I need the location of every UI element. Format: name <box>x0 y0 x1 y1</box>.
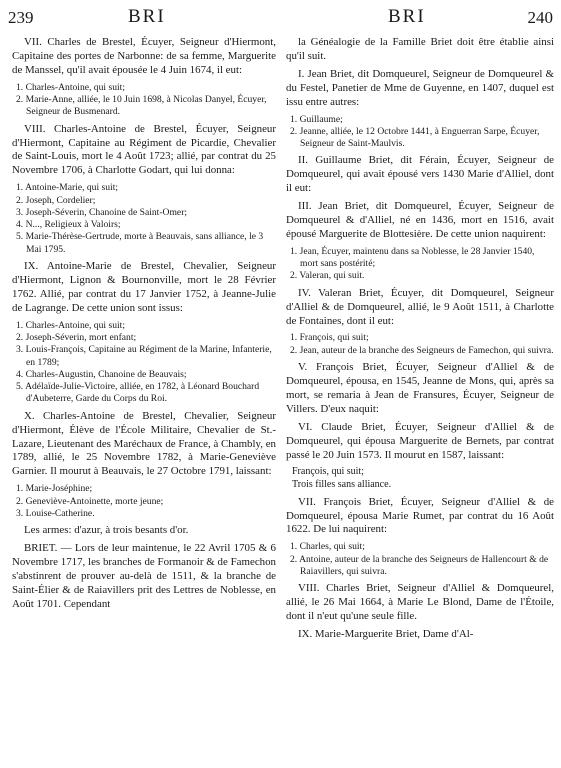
children-list-x <box>12 483 276 520</box>
list-item: 2. Joseph, Cordelier; <box>16 194 96 206</box>
list-item: 4. N..., Religieux à Valoirs; <box>16 219 121 231</box>
list-item: 2. Antoine, auteur de la branche des Seigneurs de Hallencourt & de Raiavillers, qui suivra. <box>290 553 549 577</box>
entry-i-jean-briet: I. Jean Briet, dit Domqueurel, Seigneur de Domqueurel & du Festel, Panetier de Mme de Guyenne, en 1407, duquel est issu entre autres: <box>286 67 554 108</box>
list-item: 3. Louise-Catherine. <box>16 507 95 519</box>
list-item: 2. Joseph-Séverin, mort enfant; <box>16 331 137 343</box>
list-item: 5. Marie-Thérèse-Gertrude, morte à Beauvais, sans alliance, le 3 Mai 1795. <box>16 231 264 255</box>
children-list-vii <box>12 82 276 119</box>
children-list-vii-right <box>286 541 554 578</box>
entry-x-charles-antoine: X. Charles-Antoine de Brestel, Chevalier, Seigneur d'Hiermont, Élève de l'École Militaire, Chevalier de St.-Lazare, Lieutenant des Maréchaux de France, à Chambly, en 1789, allié, le 25 Novembre 1782, à Marie-Geneviève Garnier. Il mourut à Beauvais, le 27 Octobre 1791, laissant: <box>12 409 276 478</box>
entry-vii-charles: VII. Charles de Brestel, Écuyer, Seigneur d'Hiermont, Capitaine des portes de Narbonne: de sa femme, Marguerite de Manssel, qu'il avait épousée le 4 Juin 1674, il eut: <box>12 36 276 76</box>
list-item: 1. Charles-Antoine, qui suit; <box>16 319 125 331</box>
entry-v-francois-briet: V. François Briet, Écuyer, Seigneur d'Alliel & de Domqueurel, épousa, en 1545, Jeanne de Mons, qui, après sa mort, se remaria à Jean de Fransures, Écuyer, Seigneur de Villers. D'eux naquit: <box>286 361 554 415</box>
list-item: 1. Marie-Joséphine; <box>16 483 93 495</box>
entry-viii-charles-briet: VIII. Charles Briet, Seigneur d'Alliel & Domqueurel, allié, le 26 Mai 1664, à Marie Le Blond, Dame de l'Étoile, dont il n'eut qu'une seule fille. <box>286 582 554 623</box>
list-item: 1. Guillaume; <box>290 113 343 125</box>
headword-right: BRI <box>388 6 426 27</box>
list-item: 1. Charles, qui suit; <box>290 541 365 553</box>
list-item: 1. Antoine-Marie, qui suit; <box>16 182 119 194</box>
entry-vi-claude-briet: VI. Claude Briet, Écuyer, Seigneur d'Alliel & de Domqueurel, qui épousa Marguerite de Bernets, par contrat passé le 20 Juin 1573. Il mourut en 1587, laissant: <box>286 420 554 461</box>
list-item: 1. François, qui suit; <box>290 332 369 344</box>
list-item: Trois filles sans alliance. <box>292 479 392 490</box>
list-item: 5. Adélaïde-Julie-Victoire, alliée, en 1782, à Léonard Bouchard d'Aubeterre, Garde du Corps du Roi. <box>16 381 260 405</box>
entry-ix-marie-marguerite-briet: IX. Marie-Marguerite Briet, Dame d'Al- <box>298 627 474 640</box>
coat-of-arms: Les armes: d'azur, à trois besants d'or. <box>24 524 189 537</box>
list-item: François, qui suit; <box>292 466 364 478</box>
genealogy-intro: la Généalogie de la Famille Briet doit être établie ainsi qu'il suit. <box>286 36 554 62</box>
list-item: 4. Charles-Augustin, Chanoine de Beauvais; <box>16 368 187 380</box>
list-item: 3. Louis-François, Capitaine au Régiment de la Marine, Infanterie, en 1789; <box>16 344 272 368</box>
page-number-right: 240 <box>527 8 553 27</box>
entry-ix-antoine-marie: IX. Antoine-Marie de Brestel, Chevalier, Seigneur d'Hiermont, Lignon & Bournonville, mort le 28 Février 1762. Allié, par contrat du 17 Janvier 1752, à Jeanne-Julie de Lagrange. De cette union sont issus: <box>12 260 276 314</box>
entry-iv-valeran-briet: IV. Valeran Briet, Écuyer, dit Domqueurel, Seigneur d'Alliel & de Domqueurel, allié, le 9 Août 1511, à Charlotte de Fontaines, dont il eut: <box>286 286 554 327</box>
list-item: 3. Joseph-Séverin, Chanoine de Saint-Omer; <box>16 206 188 218</box>
list-item: 2. Jeanne, alliée, le 12 Octobre 1441, à Enguerran Sarpe, Écuyer, Seigneur de Saint-Maulvis. <box>290 125 540 150</box>
children-list-viii <box>12 182 276 256</box>
children-list-i <box>286 114 554 151</box>
children-list-iii <box>286 246 554 283</box>
page-number-left: 239 <box>8 8 34 27</box>
children-list-vi <box>292 466 554 491</box>
list-item: 2. Marie-Anne, alliée, le 10 Juin 1698, à Nicolas Danyel, Écuyer, Seigneur de Busmenard. <box>16 94 267 118</box>
list-item: 2. Geneviève-Antoinette, morte jeune; <box>16 495 164 507</box>
list-item: 2. Valeran, qui suit. <box>290 270 365 282</box>
right-column <box>286 36 554 768</box>
list-item: 2. Jean, auteur de la branche des Seigneurs de Famechon, qui suivra. <box>290 344 554 356</box>
entry-viii-charles-antoine: VIII. Charles-Antoine de Brestel, Écuyer, Seigneur d'Hiermont, Capitaine au Régiment de Picardie, Chevalier de Saint-Louis, mort le 4 Août 1723; allié, par contrat du 25 Novembre 1706, à Charlotte Godart, qui lui donna: <box>12 122 276 177</box>
list-item: 1. Jean, Écuyer, maintenu dans sa Noblesse, le 28 Janvier 1540, mort sans postérité; <box>290 245 535 270</box>
headword-left: BRI <box>128 6 166 27</box>
entry-ii-guillaume-briet: II. Guillaume Briet, dit Férain, Écuyer, Seigneur de Domqueurel, qui avait épousé vers 1430 Marie d'Alliel, dont il eut: <box>286 154 554 195</box>
children-list-ix <box>12 320 276 406</box>
left-column <box>12 36 276 768</box>
list-item: 1. Charles-Antoine, qui suit; <box>16 81 125 93</box>
running-header <box>0 6 561 32</box>
entry-vii-francois-briet: VII. François Briet, Écuyer, Seigneur d'Alliel & de Domqueurel, épousa Marie Rumet, par contrat du 16 Août 1622. De lui naquirent: <box>286 495 554 536</box>
children-list-iv <box>286 332 554 357</box>
entry-iii-jean-briet: III. Jean Briet, dit Domqueurel, Écuyer, Seigneur de Domqueurel & d'Alliel, né en 1436, mort en 1516, avait épousé Marguerite de Blottesière. De cette union naquirent: <box>286 200 554 240</box>
entry-briet-intro: BRIET. — Lors de leur maintenue, le 22 Avril 1705 & 6 Novembre 1717, les branches de Formanoir & de Famechon s'abstinrent de prouver au-delà de 1511, & la branche de Saint-Élier & de Raiavillers prit des Lettres de Noblesse, en Août 1701. Cependant <box>12 542 276 610</box>
